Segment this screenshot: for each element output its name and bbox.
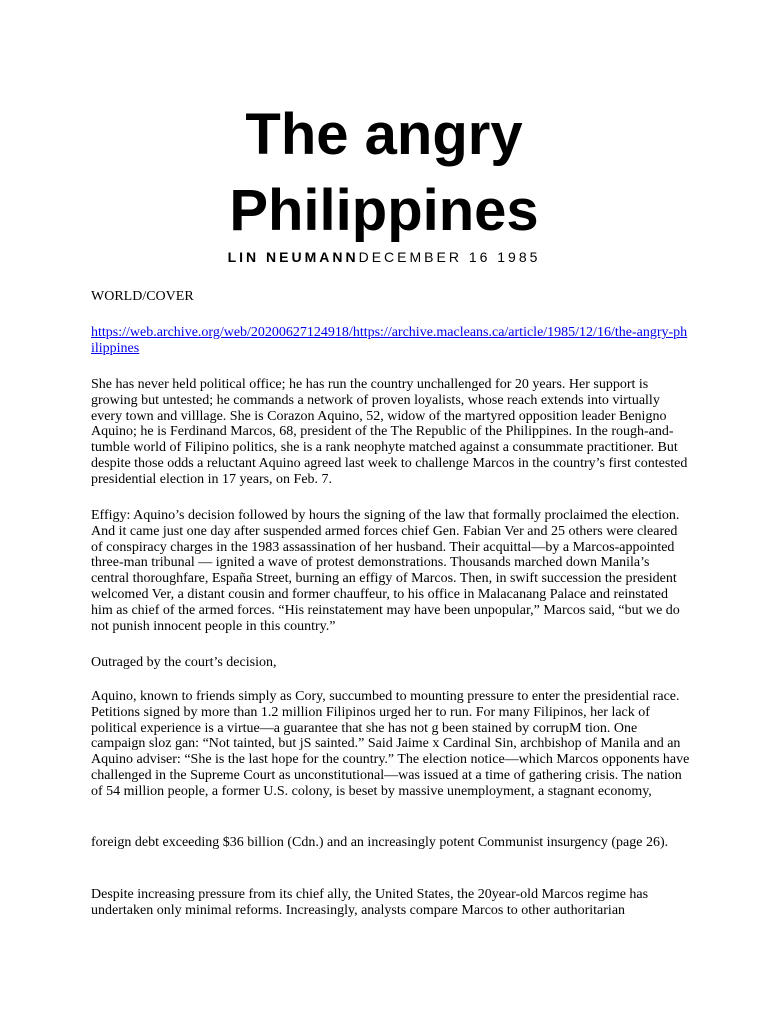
- section-label: WORLD/COVER: [91, 289, 194, 304]
- publish-date: DECEMBER 16 1985: [358, 249, 541, 265]
- byline: [0, 247, 768, 267]
- paragraph-3: Outraged by the court’s decision,: [91, 655, 277, 670]
- article-title-line-1: The angry: [245, 102, 523, 167]
- author-name: LIN NEUMANN: [227, 249, 359, 265]
- source-link[interactable]: https://web.archive.org/web/20200627124918/https://archive.macleans.ca/article/1985/12/16/the-angry-philippines: [91, 325, 688, 356]
- paragraph-5: foreign debt exceeding $36 billion (Cdn.) and an increasingly potent Communist insurgency (page 26).: [91, 835, 669, 850]
- paragraph-4: Aquino, known to friends simply as Cory, succumbed to mounting pressure to enter the presidential race. Petitions signed by more than 1.2 million Filipinos urged her to run. For many Filipinos, her lack of political experience is a virtue—a guarantee that she has not g been stained by corrupM tion. One campaign sloz gan: “Not tainted, but jS sainted.” Said Jaime x Cardinal Sin, archbishop of Manila and an Aquino adviser: “She is the last hope for the country.” The election notice—which Marcos opponents have challenged in the Supreme Court as unconstitutional—was issued at a time of gathering crisis. The nation of 54 million people, a former U.S. colony, is beset by massive unemployment, a stagnant economy,: [91, 689, 690, 799]
- paragraph-1: She has never held political office; he has run the country unchallenged for 20 years. Her support is growing but untested; he commands a network of proven loyalists, whose reach extends into virtually every town and villlage. She is Corazon Aquino, 52, widow of the martyred opposition leader Benigno Aquino; he is Ferdinand Marcos, 68, president of the The Republic of the Philippines. In the rough-and-tumble world of Filipino politics, she is a rank neophyte matched against a consummate practitioner. But despite those odds a reluctant Aquino agreed last week to challenge Marcos in the country’s first contested presidential election in 17 years, on Feb. 7.: [91, 377, 688, 487]
- article-title-line-2: Philippines: [229, 178, 539, 243]
- paragraph-6: Despite increasing pressure from its chief ally, the United States, the 20year-old Marcos regime has undertaken only minimal reforms. Increasingly, analysts compare Marcos to other authoritarian: [91, 887, 649, 918]
- paragraph-2: Effigy: Aquino’s decision followed by hours the signing of the law that formally proclaimed the election. And it came just one day after suspended armed forces chief Gen. Fabian Ver and 25 others were cleared of conspiracy charges in the 1983 assassination of her husband. Their acquittal—by a Marcos-appointed three-man tribunal — ignited a wave of protest demonstrations. Thousands marched down Manila’s central thoroughfare, España Street, burning an effigy of Marcos. Then, in swift succession the president welcomed Ver, a distant cousin and former chauffeur, to his office in Malacanang Palace and reinstated him as chief of the armed forces. “His reinstatement may have been unpopular,” Marcos said, “but we do not punish innocent people in this country.”: [91, 508, 680, 634]
